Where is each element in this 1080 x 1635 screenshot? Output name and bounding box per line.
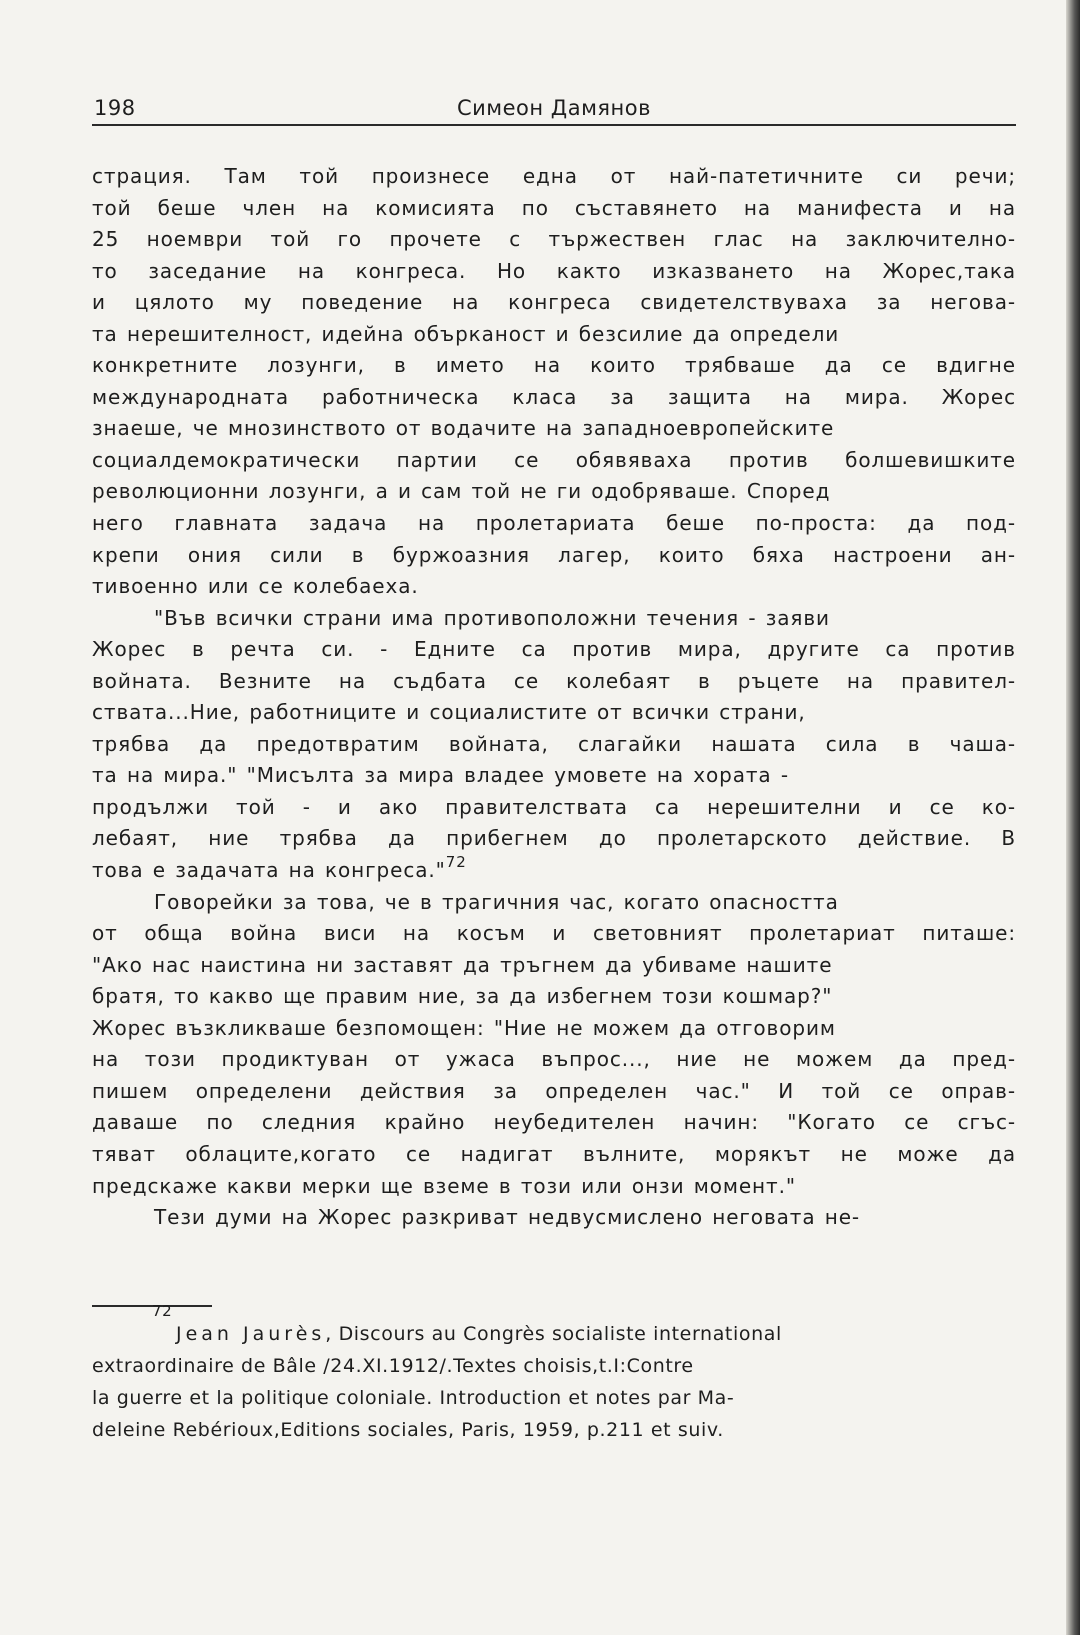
text-line: от обща война виси на косъм и световният пролетариат питаше: (92, 921, 1016, 946)
text-line: тивоенно или се колебаеха. (92, 574, 419, 599)
text-line: знаеше, че мнозинството от водачите на западноевропейските (92, 416, 835, 441)
text-line: лебаят, ние трябва да прибегнем до пролетарското действие. В (92, 826, 1016, 851)
footnote-number: 72 (152, 1302, 173, 1320)
text-line: и цялото му поведение на конгреса свидетелствуваха за негова- (92, 290, 1016, 315)
footnote-text: , Discours au Congrès socialiste international (325, 1323, 782, 1345)
text-line: братя, то какво ще правим ние, за да избегнем този кошмар?" (92, 984, 833, 1009)
text-line: даваше по следния крайно неубедителен начин: "Когато се сгъс- (92, 1110, 1016, 1135)
text-line: конкретните лозунги, в името на които трябваше да се вдигне (92, 353, 1016, 378)
text-line: Говорейки за това, че в трагичния час, когато опасността (154, 889, 839, 914)
text-line: "Във всички страни има противоположни течения - заяви (154, 605, 830, 630)
text-line: продължи той - и ако правителствата са нерешителни и се ко- (92, 794, 1016, 819)
text-line: това е задачата на конгреса." (92, 858, 446, 883)
page-edge (1066, 0, 1080, 1635)
text-line: Жорес възкликваше безпомощен: "Ние не можем да отговорим (92, 1015, 836, 1040)
text-line: революционни лозунги, а и сам той не ги одобряваше. Според (92, 479, 831, 504)
text-line: той беше член на комисията по съставянето на манифеста и на (92, 195, 1016, 220)
text-line-with-footnote-ref (92, 855, 1016, 887)
footnote-line: deleine Rebérioux,Editions sociales, Paris, 1959, p.211 et suiv. (92, 1419, 724, 1441)
text-line: него главната задача на пролетариата беше по-проста: да под- (92, 511, 1016, 536)
text-line: "Ако нас наистина ни заставят да тръгнем да убиваме нашите (92, 952, 833, 977)
text-line: пишем определени действия за определен час." И той се оправ- (92, 1078, 1016, 1103)
text-line: трябва да предотвратим войната, слагайки нашата сила в чаша- (92, 731, 1016, 756)
running-head: Симеон Дамянов (456, 96, 652, 120)
page-number: 198 (94, 96, 136, 120)
page-header (92, 96, 1016, 126)
text-line: ствата...Ние, работниците и социалистите от всички страни, (92, 700, 806, 725)
footnote-line: la guerre et la politique coloniale. Introduction et notes par Ma- (92, 1387, 735, 1409)
text-line: международната работническа класа за защита на мира. Жорес (92, 384, 1016, 409)
footnote (92, 1302, 1032, 1446)
text-line: на този продиктуван от ужаса въпрос..., ние не можем да пред- (92, 1047, 1016, 1072)
text-line: социалдемократически партии се обявяваха против болшевишките (92, 447, 1016, 472)
footnote-line (92, 1302, 1032, 1350)
text-line: та на мира." "Мисълта за мира владее умовете на хората - (92, 763, 789, 788)
text-line: Тези думи на Жорес разкриват недвусмислено неговата не- (154, 1205, 861, 1230)
footnote-author: Jean Jaurès (176, 1323, 326, 1345)
text-line: то заседание на конгреса. Но както изказването на Жорес,така (92, 258, 1016, 283)
text-line: войната. Везните на съдбата се колебаят в ръцете на правител- (92, 668, 1016, 693)
text-line: предскаже какви мерки ще вземе в този или онзи момент." (92, 1173, 796, 1198)
text-line: Жорес в речта си. - Едните са против мира, другите са против (92, 637, 1016, 662)
footnote-line: extraordinaire de Bâle /24.XI.1912/.Textes choisis,t.I:Contre (92, 1355, 694, 1377)
text-line: тяват облаците,когато се надигат вълните, морякът не може да (92, 1141, 1016, 1166)
text-line: та нерешителност, идейна обърканост и безсилие да определи (92, 321, 840, 346)
text-line: 25 ноември той го прочете с тържествен глас на заключително- (92, 227, 1016, 252)
footnote-reference: 72 (445, 853, 467, 872)
text-line: крепи ония сили в буржоазния лагер, които бяха настроени ан- (92, 542, 1016, 567)
text-line: страция. Там той произнесе една от най-патетичните си речи; (92, 164, 1016, 188)
body-text (92, 161, 1016, 1234)
